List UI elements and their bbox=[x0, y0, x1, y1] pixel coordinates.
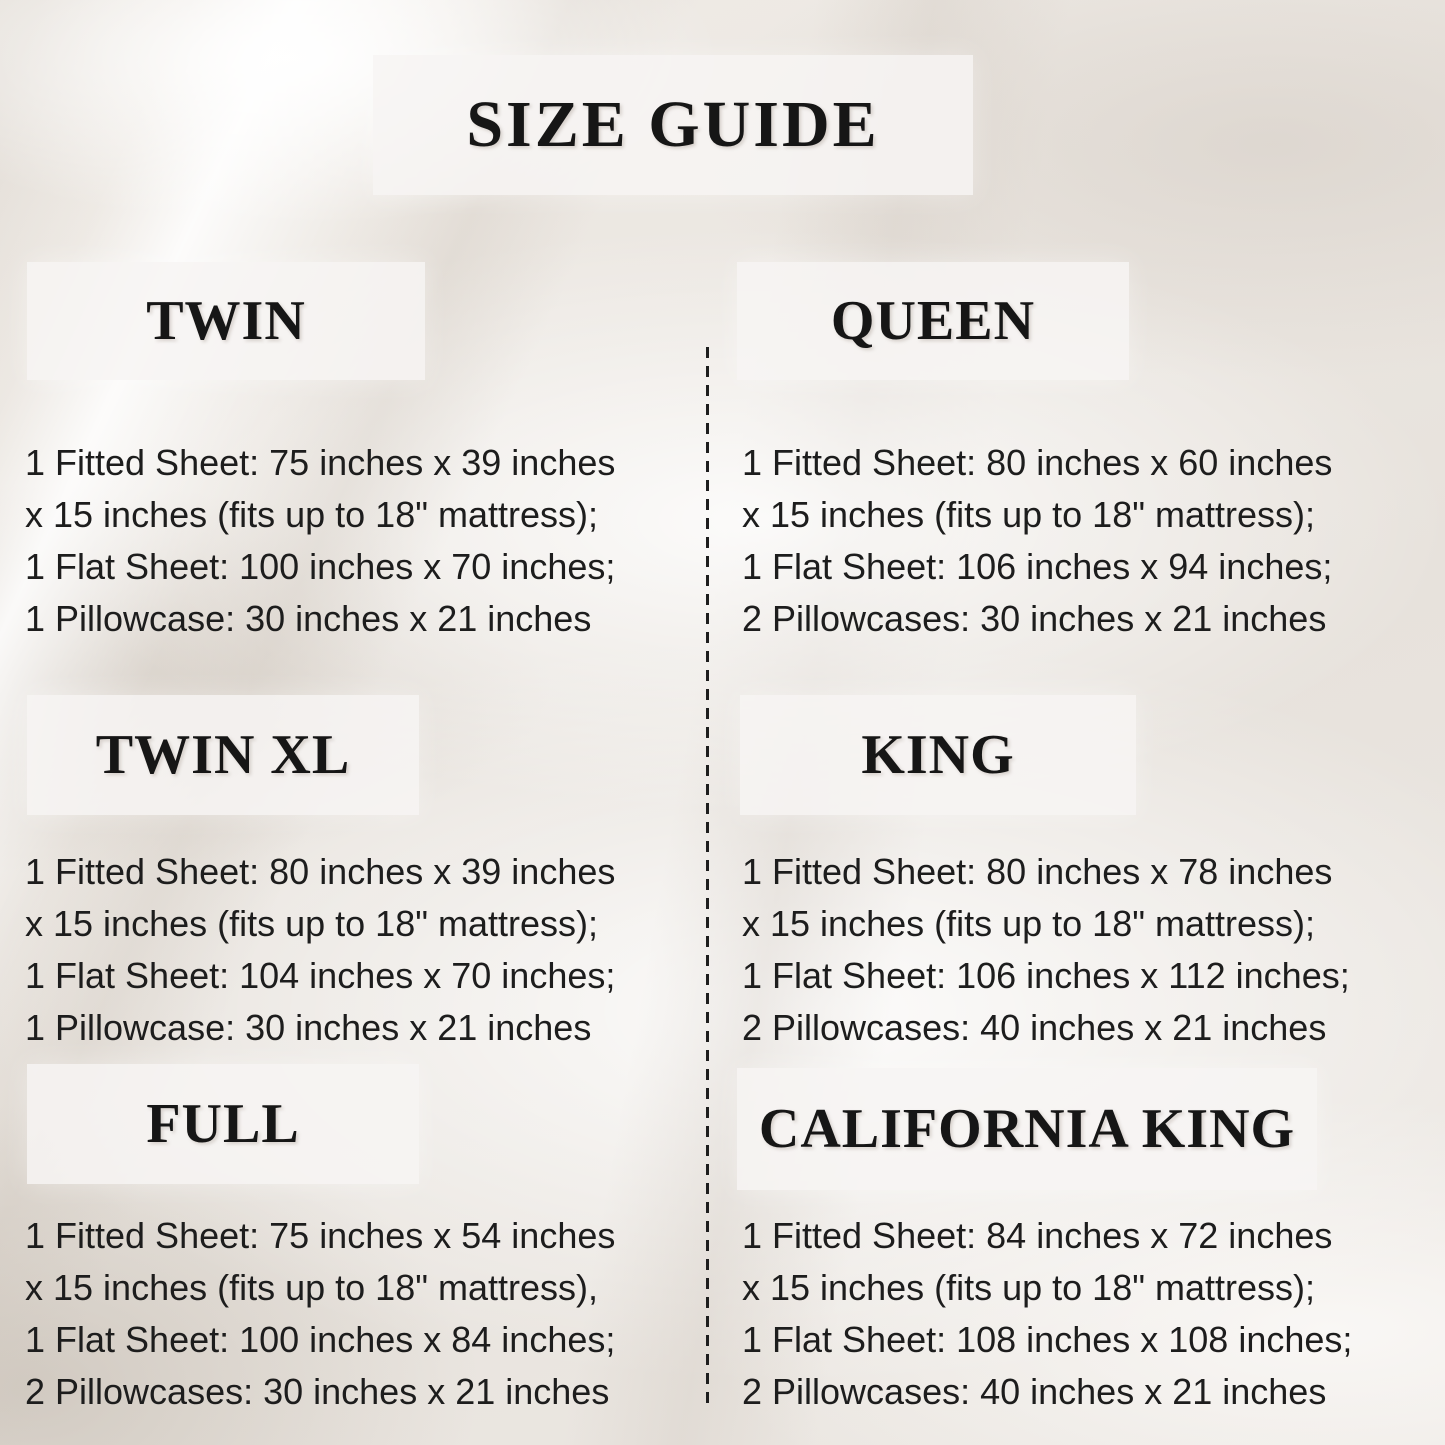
spec-line: 1 Fitted Sheet: 84 inches x 72 inches bbox=[742, 1215, 1333, 1256]
section-specs-twin bbox=[25, 437, 715, 645]
spec-line: 1 Flat Sheet: 100 inches x 70 inches; bbox=[25, 546, 616, 587]
spec-line: 2 Pillowcases: 30 inches x 21 inches bbox=[742, 598, 1327, 639]
section-heading-twin: TWIN bbox=[146, 290, 306, 352]
spec-line: x 15 inches (fits up to 18" mattress), bbox=[25, 1267, 599, 1308]
section-heading-box-california-king bbox=[737, 1068, 1317, 1190]
section-heading-box-twin bbox=[27, 262, 425, 380]
page-title: SIZE GUIDE bbox=[466, 88, 880, 161]
section-specs-queen bbox=[742, 437, 1440, 645]
section-heading-king: KING bbox=[861, 724, 1015, 786]
spec-line: x 15 inches (fits up to 18" mattress); bbox=[742, 494, 1316, 535]
section-heading-box-king bbox=[740, 695, 1136, 815]
spec-line: 1 Fitted Sheet: 80 inches x 39 inches bbox=[25, 851, 616, 892]
section-specs-full bbox=[25, 1210, 715, 1418]
spec-line: x 15 inches (fits up to 18" mattress); bbox=[25, 494, 599, 535]
section-heading-california-king: CALIFORNIA KING bbox=[758, 1098, 1296, 1160]
spec-line: 1 Fitted Sheet: 75 inches x 39 inches bbox=[25, 442, 616, 483]
section-specs-california-king bbox=[742, 1210, 1442, 1418]
section-heading-twin-xl: TWIN XL bbox=[95, 724, 351, 786]
spec-line: 2 Pillowcases: 40 inches x 21 inches bbox=[742, 1007, 1327, 1048]
spec-line: 1 Pillowcase: 30 inches x 21 inches bbox=[25, 598, 592, 639]
spec-line: 1 Flat Sheet: 104 inches x 70 inches; bbox=[25, 955, 616, 996]
spec-line: x 15 inches (fits up to 18" mattress); bbox=[25, 903, 599, 944]
section-heading-queen: QUEEN bbox=[830, 290, 1036, 352]
spec-line: 2 Pillowcases: 30 inches x 21 inches bbox=[25, 1371, 610, 1412]
spec-line: 1 Flat Sheet: 106 inches x 112 inches; bbox=[742, 955, 1350, 996]
spec-line: 1 Fitted Sheet: 80 inches x 78 inches bbox=[742, 851, 1333, 892]
section-heading-box-queen bbox=[737, 262, 1129, 380]
section-heading-box-full bbox=[27, 1064, 419, 1184]
spec-line: 1 Fitted Sheet: 75 inches x 54 inches bbox=[25, 1215, 616, 1256]
section-heading-box-twin-xl bbox=[27, 695, 419, 815]
spec-line: 1 Fitted Sheet: 80 inches x 60 inches bbox=[742, 442, 1333, 483]
section-specs-twin-xl bbox=[25, 846, 715, 1054]
spec-line: x 15 inches (fits up to 18" mattress); bbox=[742, 1267, 1316, 1308]
title-panel bbox=[373, 55, 973, 195]
spec-line: 1 Pillowcase: 30 inches x 21 inches bbox=[25, 1007, 592, 1048]
spec-line: 1 Flat Sheet: 106 inches x 94 inches; bbox=[742, 546, 1333, 587]
section-heading-full: FULL bbox=[146, 1093, 300, 1155]
spec-line: 1 Flat Sheet: 108 inches x 108 inches; bbox=[742, 1319, 1353, 1360]
spec-line: x 15 inches (fits up to 18" mattress); bbox=[742, 903, 1316, 944]
spec-line: 2 Pillowcases: 40 inches x 21 inches bbox=[742, 1371, 1327, 1412]
spec-line: 1 Flat Sheet: 100 inches x 84 inches; bbox=[25, 1319, 616, 1360]
section-specs-king bbox=[742, 846, 1440, 1054]
